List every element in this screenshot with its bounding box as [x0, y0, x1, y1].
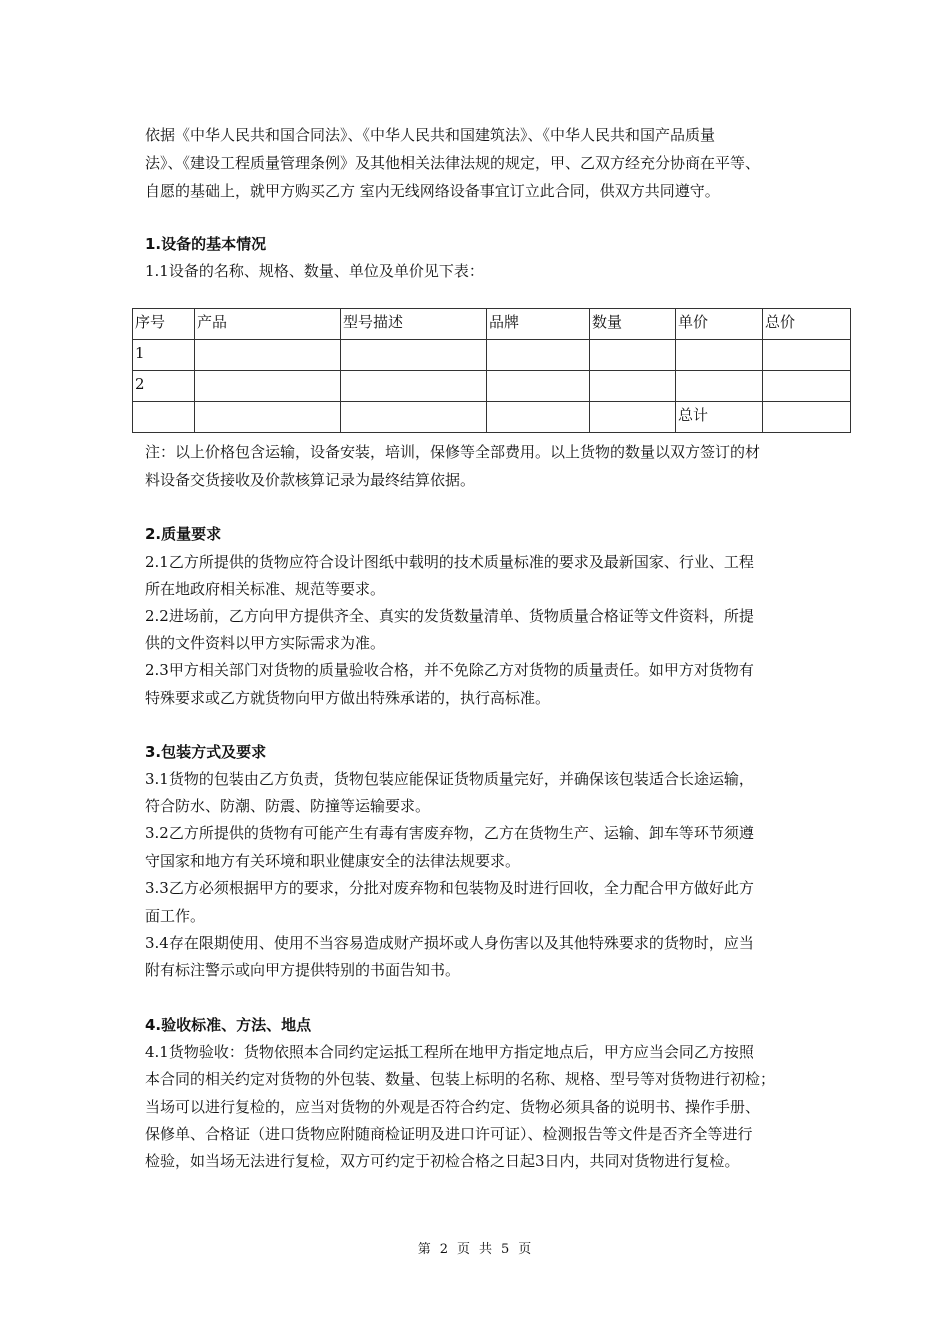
table-header-cell: 数量	[590, 309, 676, 340]
table-row	[133, 340, 851, 371]
section-3-title: 3.包装方式及要求	[145, 743, 267, 761]
section-4-line: 4.1货物验收：货物依照本合同约定运抵工程所在地甲方指定地点后，甲方应当会同乙方按照	[145, 1043, 754, 1061]
section-2-line: 2.2进场前，乙方向甲方提供齐全、真实的发货数量清单、货物质量合格证等文件资料，所提	[145, 607, 754, 625]
table-note-line: 料设备交货接收及价款核算记录为最终结算依据。	[145, 471, 476, 489]
table-row	[133, 371, 851, 402]
intro-line: 法》、《建设工程质量管理条例》及其他相关法律法规的规定，甲、乙双方经充分协商在平等、	[145, 154, 761, 172]
table-cell	[195, 402, 341, 433]
table-cell	[590, 402, 676, 433]
table-cell	[676, 340, 763, 371]
section-2-line: 所在地政府相关标准、规范等要求。	[145, 580, 386, 598]
page-footer	[0, 1238, 950, 1257]
table-note-line: 注：以上价格包含运输，设备安装，培训，保修等全部费用。以上货物的数量以双方签订的材	[145, 443, 761, 461]
section-2-line: 2.3甲方相关部门对货物的质量验收合格，并不免除乙方对货物的质量责任。如甲方对货物有	[145, 661, 754, 679]
table-header-cell: 单价	[676, 309, 763, 340]
equipment-table	[132, 308, 851, 433]
table-cell	[341, 402, 487, 433]
table-cell	[133, 402, 195, 433]
total-pages-number: 5	[501, 1242, 511, 1257]
section-3-line: 3.3乙方必须根据甲方的要求，分批对废弃物和包装物及时进行回收，全力配合甲方做好此方	[145, 879, 754, 897]
table-header-cell: 型号描述	[341, 309, 487, 340]
table-cell: 2	[133, 371, 195, 402]
table-header-cell: 总价	[763, 309, 851, 340]
current-page-number: 2	[439, 1242, 449, 1257]
section-3-line: 面工作。	[145, 907, 206, 925]
table-cell	[590, 371, 676, 402]
section-3-line: 符合防水、防潮、防震、防撞等运输要求。	[145, 797, 431, 815]
footer-text: 页	[456, 1242, 471, 1257]
section-2-title: 2.质量要求	[145, 525, 222, 543]
footer-text: 共	[479, 1242, 494, 1257]
section-3-line: 守国家和地方有关环境和职业健康安全的法律法规要求。	[145, 852, 521, 870]
section-3-line: 附有标注警示或向甲方提供特别的书面告知书。	[145, 961, 461, 979]
table-cell	[341, 340, 487, 371]
total-label-cell: 总计	[676, 402, 763, 433]
section-2-line: 特殊要求或乙方就货物向甲方做出特殊承诺的，执行高标准。	[145, 689, 551, 707]
table-header-cell: 品牌	[487, 309, 590, 340]
intro-line: 自愿的基础上，就甲方购买乙方 室内无线网络设备事宜订立此合同，供双方共同遵守。	[145, 182, 720, 200]
table-cell	[487, 371, 590, 402]
table-cell: 1	[133, 340, 195, 371]
section-4-title: 4.验收标准、方法、地点	[145, 1016, 312, 1034]
section-3-line: 3.1货物的包装由乙方负责，货物包装应能保证货物质量完好，并确保该包装适合长途运输，	[145, 770, 754, 788]
table-cell	[590, 340, 676, 371]
table-cell	[195, 371, 341, 402]
section-3-line: 3.2乙方所提供的货物有可能产生有毒有害废弃物，乙方在货物生产、运输、卸车等环节须遵	[145, 824, 754, 842]
section-1-title: 1.设备的基本情况	[145, 235, 267, 253]
section-4-line: 本合同的相关约定对货物的外包装、数量、包装上标明的名称、规格、型号等对货物进行初检；	[145, 1070, 776, 1088]
section-4-line: 当场可以进行复检的，应当对货物的外观是否符合约定、货物必须具备的说明书、操作手册、	[145, 1098, 761, 1116]
intro-line: 依据《中华人民共和国合同法》、《中华人民共和国建筑法》、《中华人民共和国产品质量	[145, 126, 716, 144]
table-cell	[763, 340, 851, 371]
footer-text: 页	[518, 1242, 533, 1257]
section-1-sub: 1.1设备的名称、规格、数量、单位及单价见下表：	[145, 262, 484, 280]
table-cell	[341, 371, 487, 402]
section-2-line: 2.1乙方所提供的货物应符合设计图纸中载明的技术质量标准的要求及最新国家、行业、工程	[145, 553, 754, 571]
table-total-row	[133, 402, 851, 433]
table-header-row	[133, 309, 851, 340]
table-header-cell: 产品	[195, 309, 341, 340]
section-4-line: 保修单、合格证（进口货物应附随商检证明及进口许可证）、检测报告等文件是否齐全等进行	[145, 1125, 753, 1143]
table-cell	[763, 371, 851, 402]
table-cell	[487, 340, 590, 371]
section-4-line: 检验，如当场无法进行复检，双方可约定于初检合格之日起3日内，共同对货物进行复检。	[145, 1152, 740, 1170]
table-header-cell: 序号	[133, 309, 195, 340]
section-3-line: 3.4存在限期使用、使用不当容易造成财产损坏或人身伤害以及其他特殊要求的货物时，应当	[145, 934, 754, 952]
footer-text: 第	[417, 1242, 432, 1257]
table-cell	[195, 340, 341, 371]
table-cell	[676, 371, 763, 402]
section-2-line: 供的文件资料以甲方实际需求为准。	[145, 634, 386, 652]
table-cell	[763, 402, 851, 433]
table-cell	[487, 402, 590, 433]
